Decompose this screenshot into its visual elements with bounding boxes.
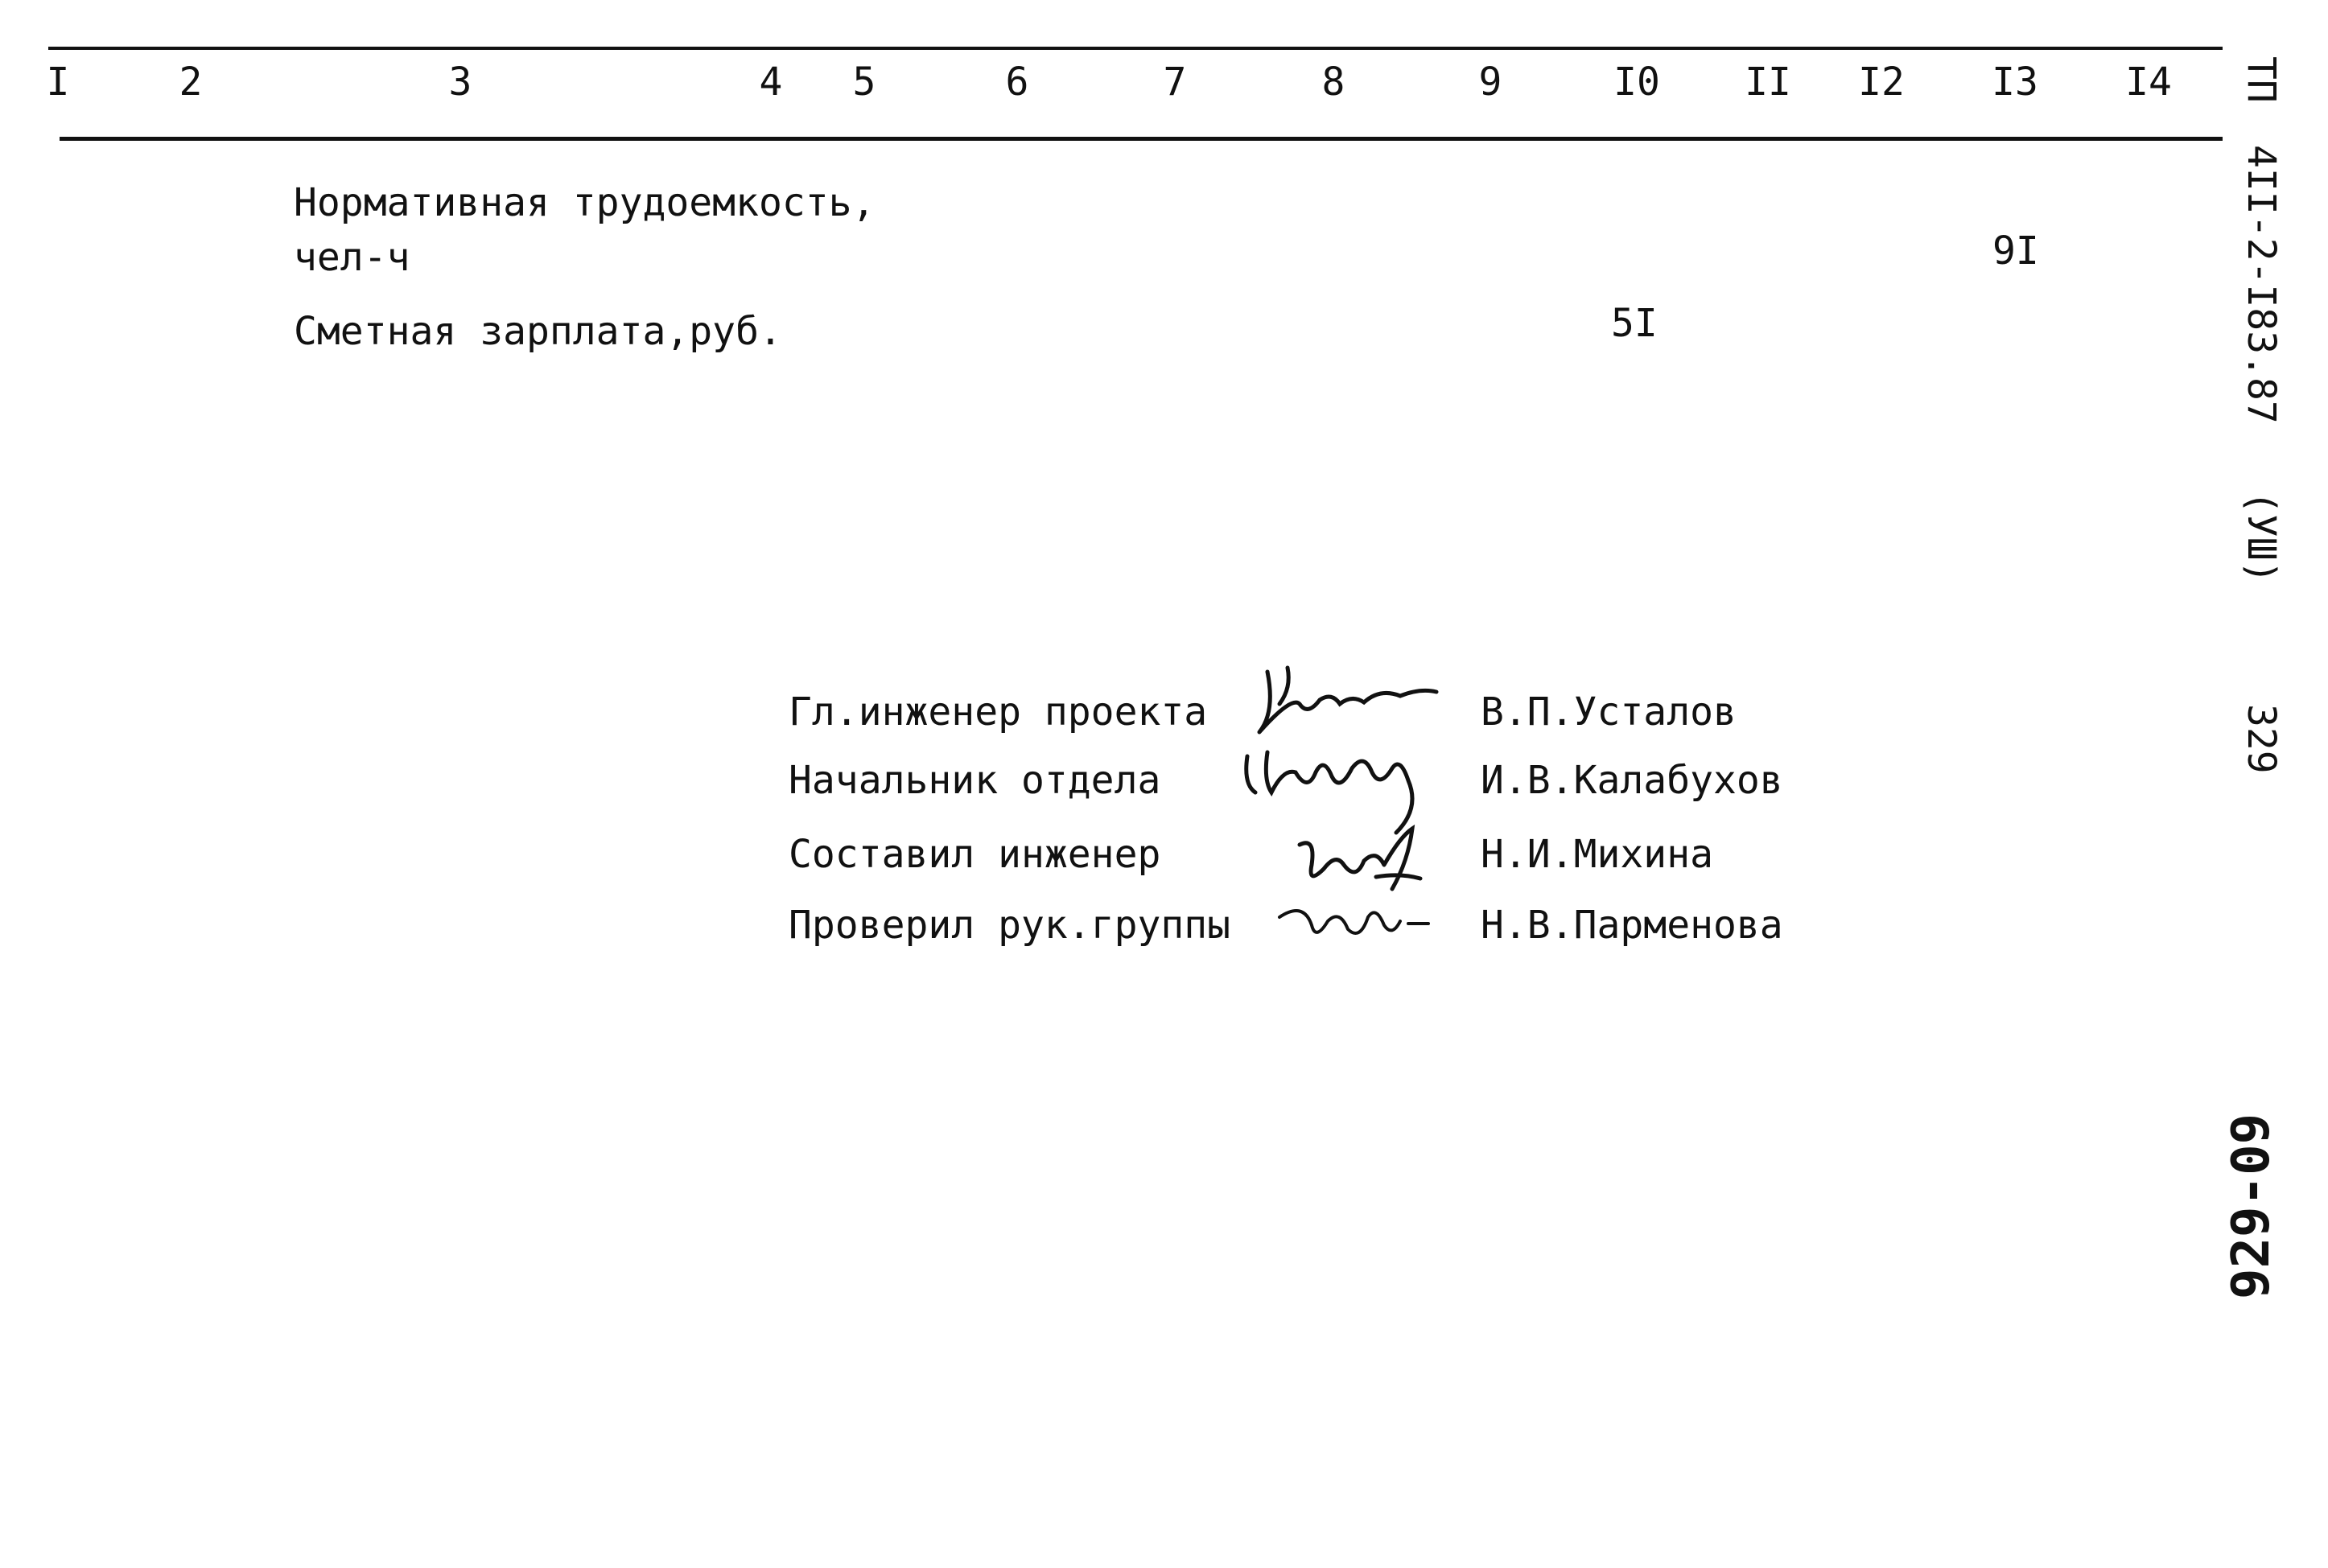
- margin-doc-code: 4II-2-I83.87: [2239, 145, 2284, 424]
- header-bottom-rule: [60, 137, 2223, 141]
- row-value: 5I: [1611, 301, 1658, 346]
- column-number: 8: [1321, 60, 1345, 105]
- column-number: 7: [1163, 60, 1187, 105]
- column-number: 2: [179, 60, 203, 105]
- column-number: 4: [759, 60, 783, 105]
- signature-name: В.П.Усталов: [1481, 689, 1737, 735]
- margin-page-number: 329: [2239, 704, 2284, 774]
- signature-name: Н.И.Михина: [1481, 832, 1713, 877]
- column-number: 9: [1478, 60, 1502, 105]
- row-value: 9I: [1992, 228, 2039, 274]
- handwritten-signature: [1243, 656, 1452, 744]
- column-number: I: [46, 60, 70, 105]
- column-number: II: [1745, 60, 1791, 105]
- column-number: I4: [2125, 60, 2172, 105]
- column-number: I0: [1613, 60, 1660, 105]
- row-label: Нормативная трудоемкость,: [294, 180, 876, 225]
- column-number: 5: [852, 60, 876, 105]
- column-number: 3: [448, 60, 472, 105]
- signature-role: Гл.инженер проекта: [789, 689, 1208, 735]
- row-label-unit: чел-ч: [294, 235, 410, 280]
- handwritten-signature: [1271, 893, 1432, 957]
- signature-role: Проверил рук.группы: [789, 903, 1231, 948]
- margin-series: ТП: [2239, 56, 2284, 103]
- margin-stamp-number: 929-09: [2222, 1113, 2281, 1299]
- column-number: 6: [1005, 60, 1029, 105]
- row-label: Сметная зарплата,руб.: [294, 309, 782, 354]
- signature-name: Н.В.Парменова: [1481, 903, 1783, 948]
- header-top-rule: [48, 47, 2223, 50]
- column-number: I3: [1992, 60, 2038, 105]
- signature-role: Начальник отдела: [789, 758, 1161, 803]
- signature-role: Составил инженер: [789, 832, 1161, 877]
- margin-album: (УШ): [2239, 491, 2284, 584]
- column-number: I2: [1858, 60, 1905, 105]
- signature-name: И.В.Калабухов: [1481, 758, 1783, 803]
- handwritten-signature: [1288, 821, 1432, 901]
